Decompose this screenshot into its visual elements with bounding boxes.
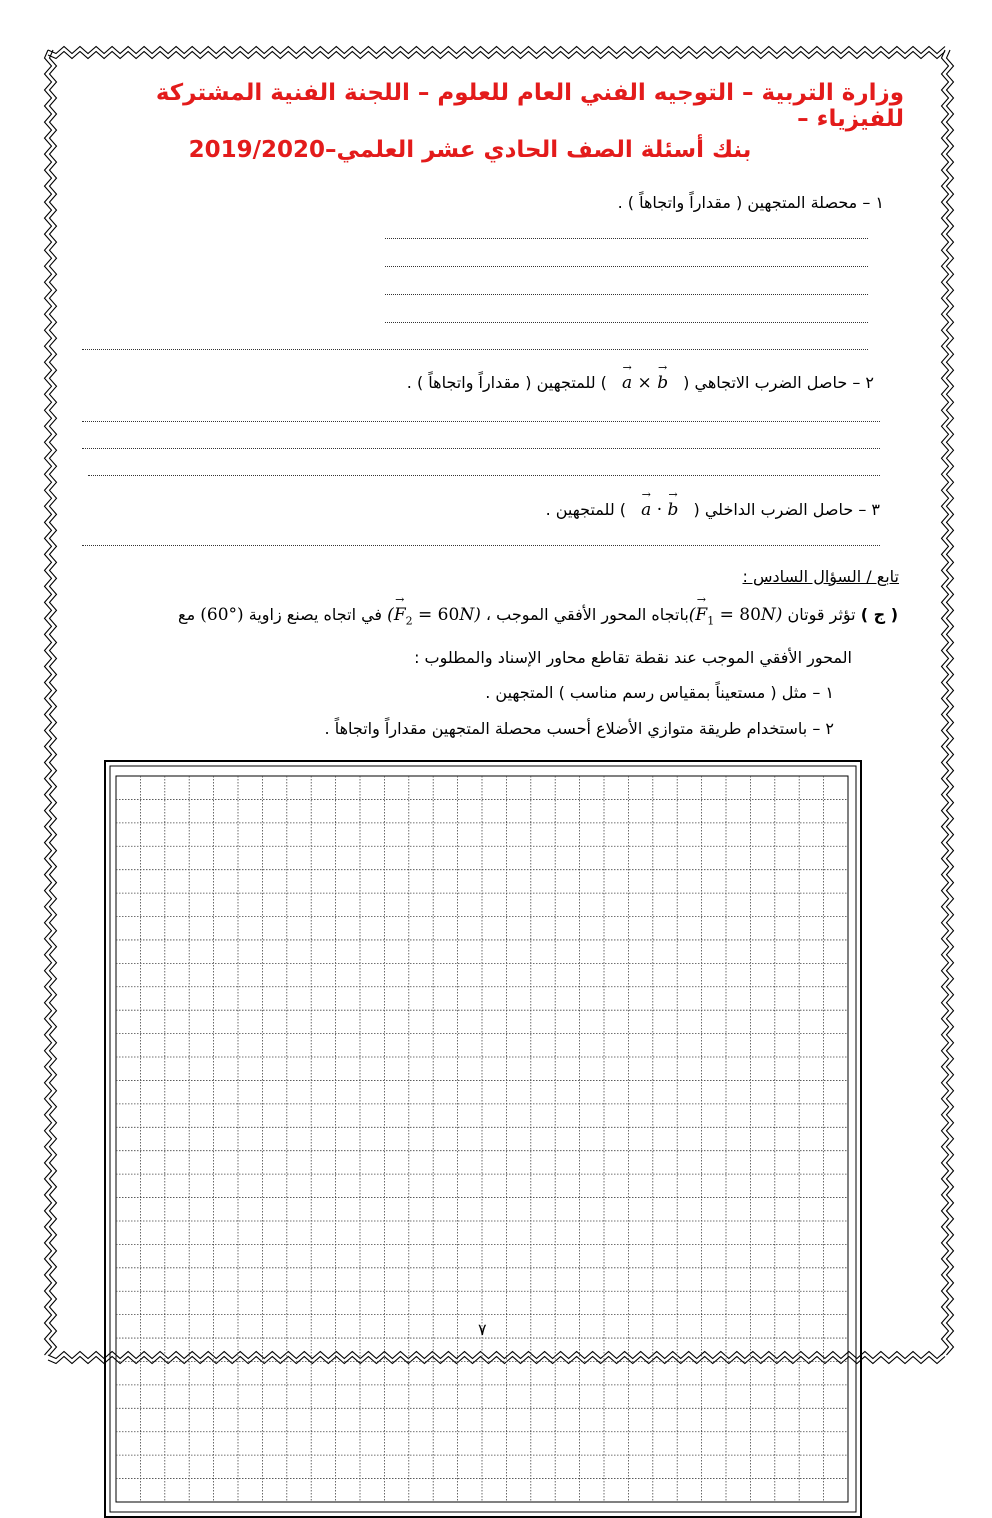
section-heading: تابع / السؤال السادس : (742, 567, 899, 586)
item2-suffix: ) للمتجهين ( مقداراً واتجاهاً ) . (406, 373, 607, 392)
requirement-1: ١ – مثل ( مستعيناً بمقياس رسم مناسب ) المتجهين . (485, 683, 834, 702)
grid-inner-frame (110, 766, 856, 1512)
answer-line[interactable] (88, 475, 880, 476)
border-zigzag (942, 50, 949, 1355)
dot-operator: · (656, 500, 663, 520)
header-title-line1: وزارة التربية – التوجيه الفني العام للعلوم – اللجنة الفنية المشتركة للفيزياء – (155, 80, 904, 132)
question-item-3 (546, 500, 880, 520)
answer-line[interactable] (385, 266, 868, 267)
answer-line[interactable] (82, 545, 880, 546)
page-number: ٧ (478, 1320, 487, 1339)
border-zigzag (48, 47, 945, 54)
question-item-2 (407, 373, 874, 393)
angle-value: 60° (206, 605, 238, 625)
vector-b: → b (657, 373, 668, 393)
item2-prefix: ٢ – حاصل الضرب الاتجاهي ( (683, 373, 874, 392)
grid-outer-frame (105, 761, 861, 1517)
item3-prefix: ٣ – حاصل الضرب الداخلي ( (693, 500, 880, 519)
answer-line[interactable] (385, 322, 868, 323)
graph-paper-grid[interactable] (104, 760, 862, 1518)
dot-product-formula (641, 500, 678, 520)
answer-line[interactable] (385, 238, 868, 239)
answer-line[interactable] (82, 349, 868, 350)
border-zigzag (50, 50, 57, 1355)
answer-line[interactable] (82, 421, 880, 422)
border-zigzag (45, 50, 52, 1355)
force-1-formula: (→ $F_1 = 80N$) (689, 605, 783, 627)
angle-formula: (60°) (200, 605, 244, 625)
question-item-1: ١ – محصلة المتجهين ( مقداراً واتجاهاً ) . (617, 193, 884, 212)
part-label: ( ج ) (860, 605, 898, 624)
force-2-value: → $F_2 = 60N$ (394, 605, 474, 625)
answer-line[interactable] (385, 294, 868, 295)
cross-product-formula (622, 373, 668, 393)
vector-a: → a (622, 373, 632, 393)
question-stem-line2: المحور الأفقي الموجب عند نقطة تقاطع محاور الإسناد والمطلوب : (414, 648, 852, 667)
vector-a: → a (641, 500, 651, 520)
stem-text-3: في اتجاه يصنع زاوية (248, 605, 383, 624)
item3-suffix: ) للمتجهين . (545, 500, 627, 519)
stem-text-4: مع (178, 605, 196, 624)
requirement-2: ٢ – باستخدام طريقة متوازي الأضلاع أحسب محصلة المتجهين مقداراً واتجاهاً . (324, 719, 834, 738)
vector-b: → b (668, 500, 679, 520)
cross-operator: × (637, 373, 652, 393)
stem-text-2: باتجاه المحور الأفقي الموجب ، (485, 605, 689, 624)
force-2-formula: (→ $F_2 = 60N$) (387, 605, 481, 627)
question-stem-line1 (178, 605, 898, 627)
stem-text-1: تؤثر قوتان (787, 605, 856, 624)
answer-line[interactable] (82, 448, 880, 449)
force-1-value: → $F_1 = 80N$ (695, 605, 775, 625)
header-title-line2: بنك أسئلة الصف الحادي عشر العلمي–2019/2020 (188, 137, 752, 163)
border-zigzag (947, 50, 954, 1355)
